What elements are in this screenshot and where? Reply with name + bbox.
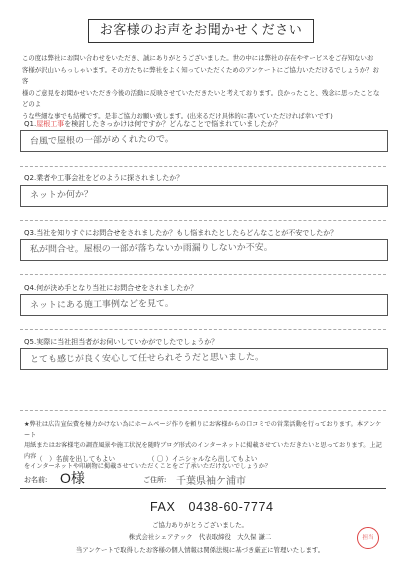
separator — [20, 274, 386, 275]
answer-2: ネットか何か？ — [29, 189, 94, 201]
thanks-text: ご協力ありがとうございました。 — [152, 521, 248, 529]
answer-4: ネットにある施工事例などを見て。 — [29, 298, 174, 311]
answer-1: 台風で屋根の一部がめくれたので。 — [29, 134, 174, 147]
name-label: お名前: — [24, 476, 48, 484]
choice-initials[interactable]: （ 〇 ）イニシャルなら出してもよい — [148, 455, 258, 463]
answer-5: とても感じが良く安心して任せられそうだと思いました。 — [29, 352, 265, 365]
question-4: Q4.何が決め手となり当社にお問合せをされましたか？ — [24, 284, 198, 292]
intro-line: 客様が沢山いらっしゃいます。その方たちに弊社をよく知っていただくためのアンケートにご協力いただけるでしょうか？お客 — [22, 65, 379, 86]
intro-text — [22, 53, 384, 123]
seal-text: 担当 — [362, 535, 374, 541]
intro-line: この度は弊社にお問い合わせをいただき、誠にありがとうございました。世の中には弊社の存在やサービスをご存知ないお — [22, 54, 374, 62]
separator — [20, 166, 386, 167]
choice-full-name[interactable]: （ ）名前を出してもよい — [36, 455, 116, 463]
question-3: Q3.当社を知りすぐにお問合せをされましたか？もし悩まれたとしたらどんなことが不安でしたか？ — [24, 229, 338, 237]
address-label: ご住所: — [143, 476, 167, 484]
intro-line: うな些細な事でも結構です。是非ご協力お願い致します。(出来るだけ具体的に書いていただければ幸いです) — [22, 111, 333, 120]
separator — [20, 329, 386, 330]
company-line: 株式会社シェアテック 代表取締役 大久保 謙二 — [128, 533, 272, 541]
privacy-line: 当アンケートで取得したお客様の個人情報は関係法規に基づき厳正に管理いたします。 — [75, 546, 325, 554]
answer-3: 私が問合せ。屋根の一部が落ちないか雨漏りしないか不安。 — [29, 242, 273, 255]
question-5: Q5.実際に当社担当者がお伺いしていかがでしたでしょうか？ — [24, 338, 219, 346]
note-line: をインターネットや印刷物に掲載させていただくことをご了承いただけないでしょうか？ — [24, 463, 271, 471]
separator — [20, 410, 386, 411]
name-value: O様 — [60, 470, 85, 486]
intro-line: 様のご意見をお聞かせいただき今後の活動に反映させていただきたいと考えております。良かったこと、残念に思ったことなどのよ — [22, 88, 380, 109]
page-title: お客様のお声をお聞かせください — [88, 19, 314, 43]
publication-note — [24, 420, 384, 473]
note-line: ★弊社は広告宣伝費を極力かけない為にホームページ作りを頼りにお客様からの口コミでの営業活動を行っております。本アンケート — [24, 421, 382, 439]
address-value: 千葉県袖ケ浦市 — [176, 476, 246, 487]
separator — [20, 220, 386, 221]
note-line: 用紙またはお客様宅の調査風景や施工状況を随時ブログ形式のインターネットに掲載させていただきたいと思っております。上記内容 — [24, 442, 382, 460]
question-2: Q2.業者や工事会社をどのように探されましたか？ — [24, 174, 184, 182]
fax-number: FAX 0438-60-7774 — [150, 500, 274, 514]
seal-stamp — [357, 527, 379, 549]
question-1: Q1.屋根工事を検討したきっかけは何ですか？どんなことで悩まれていましたか？ — [24, 120, 282, 128]
question-highlight: 屋根工事 — [36, 120, 65, 128]
